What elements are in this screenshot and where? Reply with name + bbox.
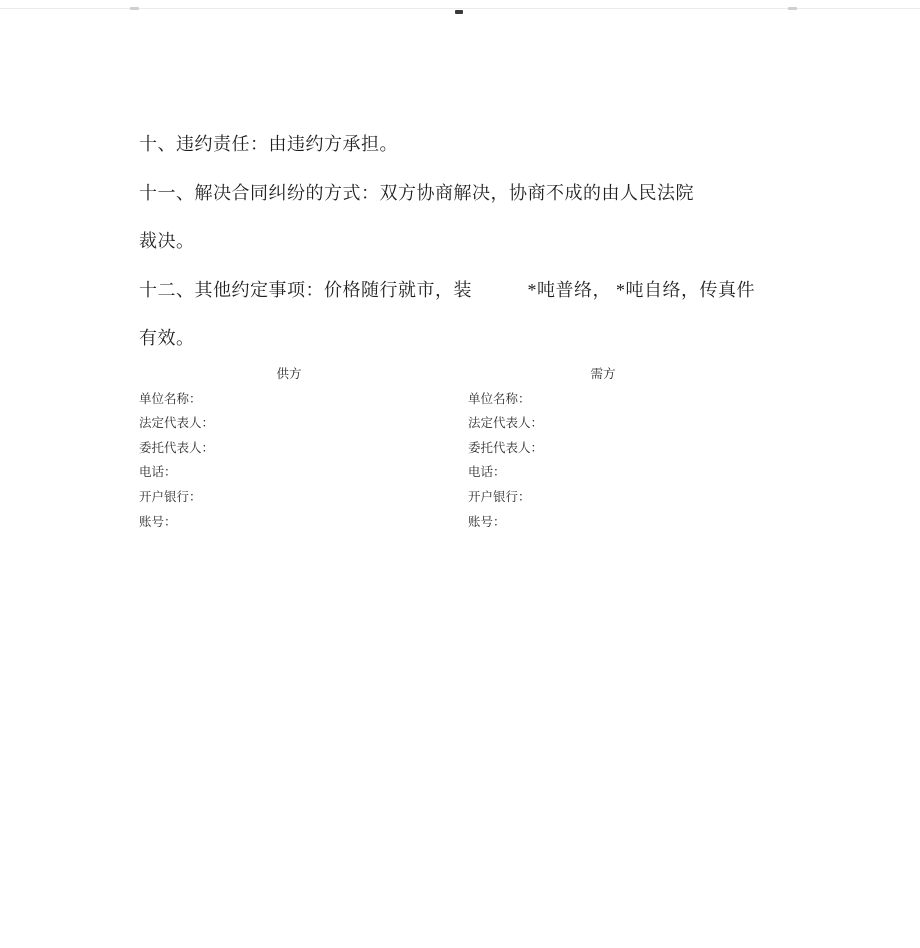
document-body — [139, 120, 859, 363]
supplier-field-legal-representative: 法定代表人： — [139, 416, 215, 431]
buyer-field-bank: 开户银行： — [468, 489, 531, 504]
separator-tick-right-icon — [788, 7, 797, 10]
signature-column-supplier — [139, 362, 439, 534]
buyer-header: 需方 — [590, 367, 616, 381]
buyer-field-account-number: 账号： — [468, 514, 506, 529]
clause-12-continuation: 有效。 — [139, 328, 195, 348]
buyer-field-entrusted-representative: 委托代表人： — [468, 440, 544, 455]
supplier-field-phone: 电话： — [139, 465, 177, 480]
supplier-field-account-number: 账号： — [139, 514, 177, 529]
supplier-field-unit-name: 单位名称： — [139, 391, 202, 406]
supplier-field-entrusted-representative: 委托代表人： — [139, 440, 215, 455]
clause-11: 十一、解决合同纠纷的方式：双方协商解决，协商不成的由人民法院 — [139, 182, 694, 203]
separator-tick-left-icon — [130, 7, 139, 10]
separator-dark-mark-icon — [455, 10, 463, 14]
buyer-field-phone: 电话： — [468, 465, 506, 480]
buyer-field-unit-name: 单位名称： — [468, 391, 531, 406]
clause-12: 十二、其他约定事项：价格随行就市，装 *吨普络， *吨自络，传真件 — [139, 279, 755, 300]
supplier-header: 供方 — [276, 367, 302, 381]
buyer-field-legal-representative: 法定代表人： — [468, 416, 544, 431]
supplier-field-bank: 开户银行： — [139, 489, 202, 504]
clause-10: 十、违约责任：由违约方承担。 — [139, 134, 398, 154]
signature-column-buyer — [468, 362, 738, 534]
clause-11-continuation: 裁决。 — [139, 231, 195, 251]
